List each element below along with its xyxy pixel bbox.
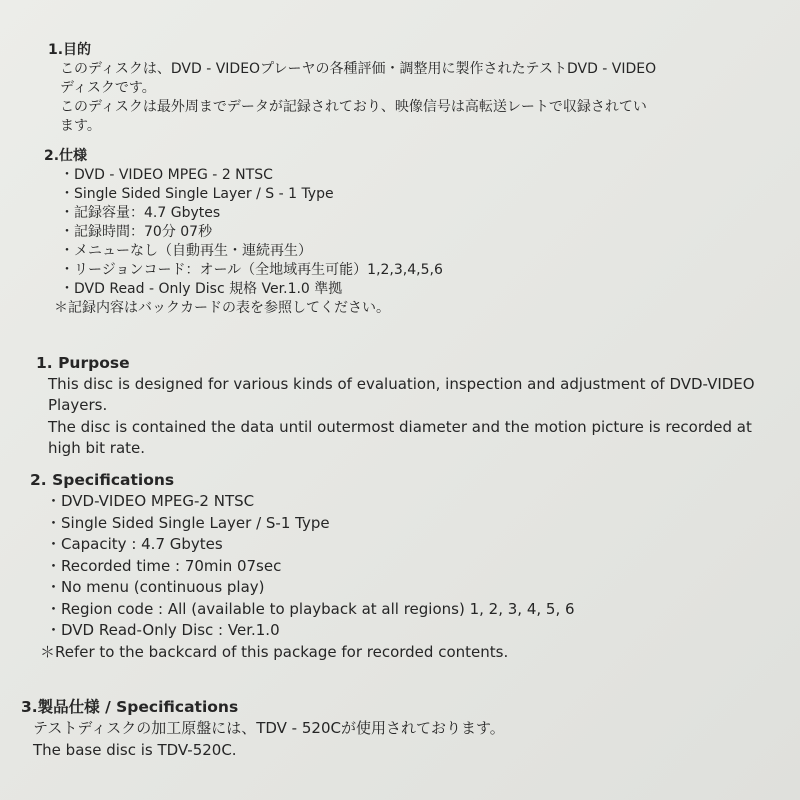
jp-purpose-body <box>48 60 656 136</box>
en-purpose-line: The disc is contained the data until outermost diameter and the motion picture is recorded at <box>48 417 752 436</box>
en-spec-item: ・Capacity : 4.7 Gbytes <box>46 535 223 553</box>
jp-purpose-line: このディスクは、DVD - VIDEOプレーヤの各種評価・調整用に製作されたテストDVD - VIDEO <box>60 61 657 77</box>
jp-spec-section <box>44 146 443 318</box>
en-purpose-heading: 1. Purpose <box>36 354 130 372</box>
en-spec-item: ・No menu (continuous play) <box>46 578 265 596</box>
en-spec-item: ・Region code : All (available to playback at all regions) 1, 2, 3, 4, 5, 6 <box>46 599 575 618</box>
jp-purpose-line: このディスクは最外周までデータが記録されており、映像信号は高転送レートで収録されてい <box>60 99 647 115</box>
product-spec-body <box>21 718 505 761</box>
product-spec-heading: 3.製品仕様 / Specifications <box>21 698 239 716</box>
jp-spec-item: ・Single Sided Single Layer / S - 1 Type <box>60 186 334 202</box>
jp-purpose-line: ディスクです。 <box>60 80 156 96</box>
en-purpose-section <box>36 352 755 460</box>
jp-spec-item: ・DVD Read - Only Disc 規格 Ver.1.0 準拠 <box>60 281 343 297</box>
jp-spec-list <box>44 166 443 318</box>
en-spec-item: ・Recorded time : 70min 07sec <box>46 556 282 575</box>
jp-spec-item: ・記録時間：70分 07秒 <box>60 224 213 240</box>
jp-spec-note: ＊記録内容はバックカードの表を参照してください。 <box>54 300 390 316</box>
en-spec-item: ・Single Sided Single Layer / S-1 Type <box>46 513 330 532</box>
jp-spec-item: ・リージョンコード：オール（全地域再生可能）1,2,3,4,5,6 <box>60 262 443 278</box>
en-spec-heading: 2. Specifications <box>30 471 175 489</box>
en-spec-section <box>30 469 575 663</box>
jp-purpose-section <box>48 40 656 136</box>
en-purpose-line: Players. <box>48 396 108 415</box>
jp-purpose-line: ます。 <box>60 118 101 134</box>
jp-spec-item: ・DVD - VIDEO MPEG - 2 NTSC <box>60 167 273 183</box>
product-spec-section <box>21 696 505 761</box>
jp-spec-heading: 2.仕様 <box>44 148 88 164</box>
en-spec-note: ＊Refer to the backcard of this package for recorded contents. <box>40 642 509 661</box>
product-spec-line-en: The base disc is TDV-520C. <box>33 740 237 759</box>
en-spec-item: ・DVD-VIDEO MPEG-2 NTSC <box>46 492 255 510</box>
en-purpose-line: high bit rate. <box>48 439 146 458</box>
jp-spec-item: ・メニューなし（自動再生・連続再生） <box>60 243 312 259</box>
en-purpose-body <box>36 374 755 460</box>
en-spec-item: ・DVD Read-Only Disc : Ver.1.0 <box>46 621 280 639</box>
product-spec-line-jp: テストディスクの加工原盤には、TDV - 520Cが使用されております。 <box>33 719 505 737</box>
jp-purpose-heading: 1.目的 <box>48 42 92 58</box>
en-spec-list <box>30 491 575 663</box>
en-purpose-line: This disc is designed for various kinds of evaluation, inspection and adjustment of DVD-VIDEO <box>48 375 755 393</box>
jp-spec-item: ・記録容量：4.7 Gbytes <box>60 205 221 221</box>
